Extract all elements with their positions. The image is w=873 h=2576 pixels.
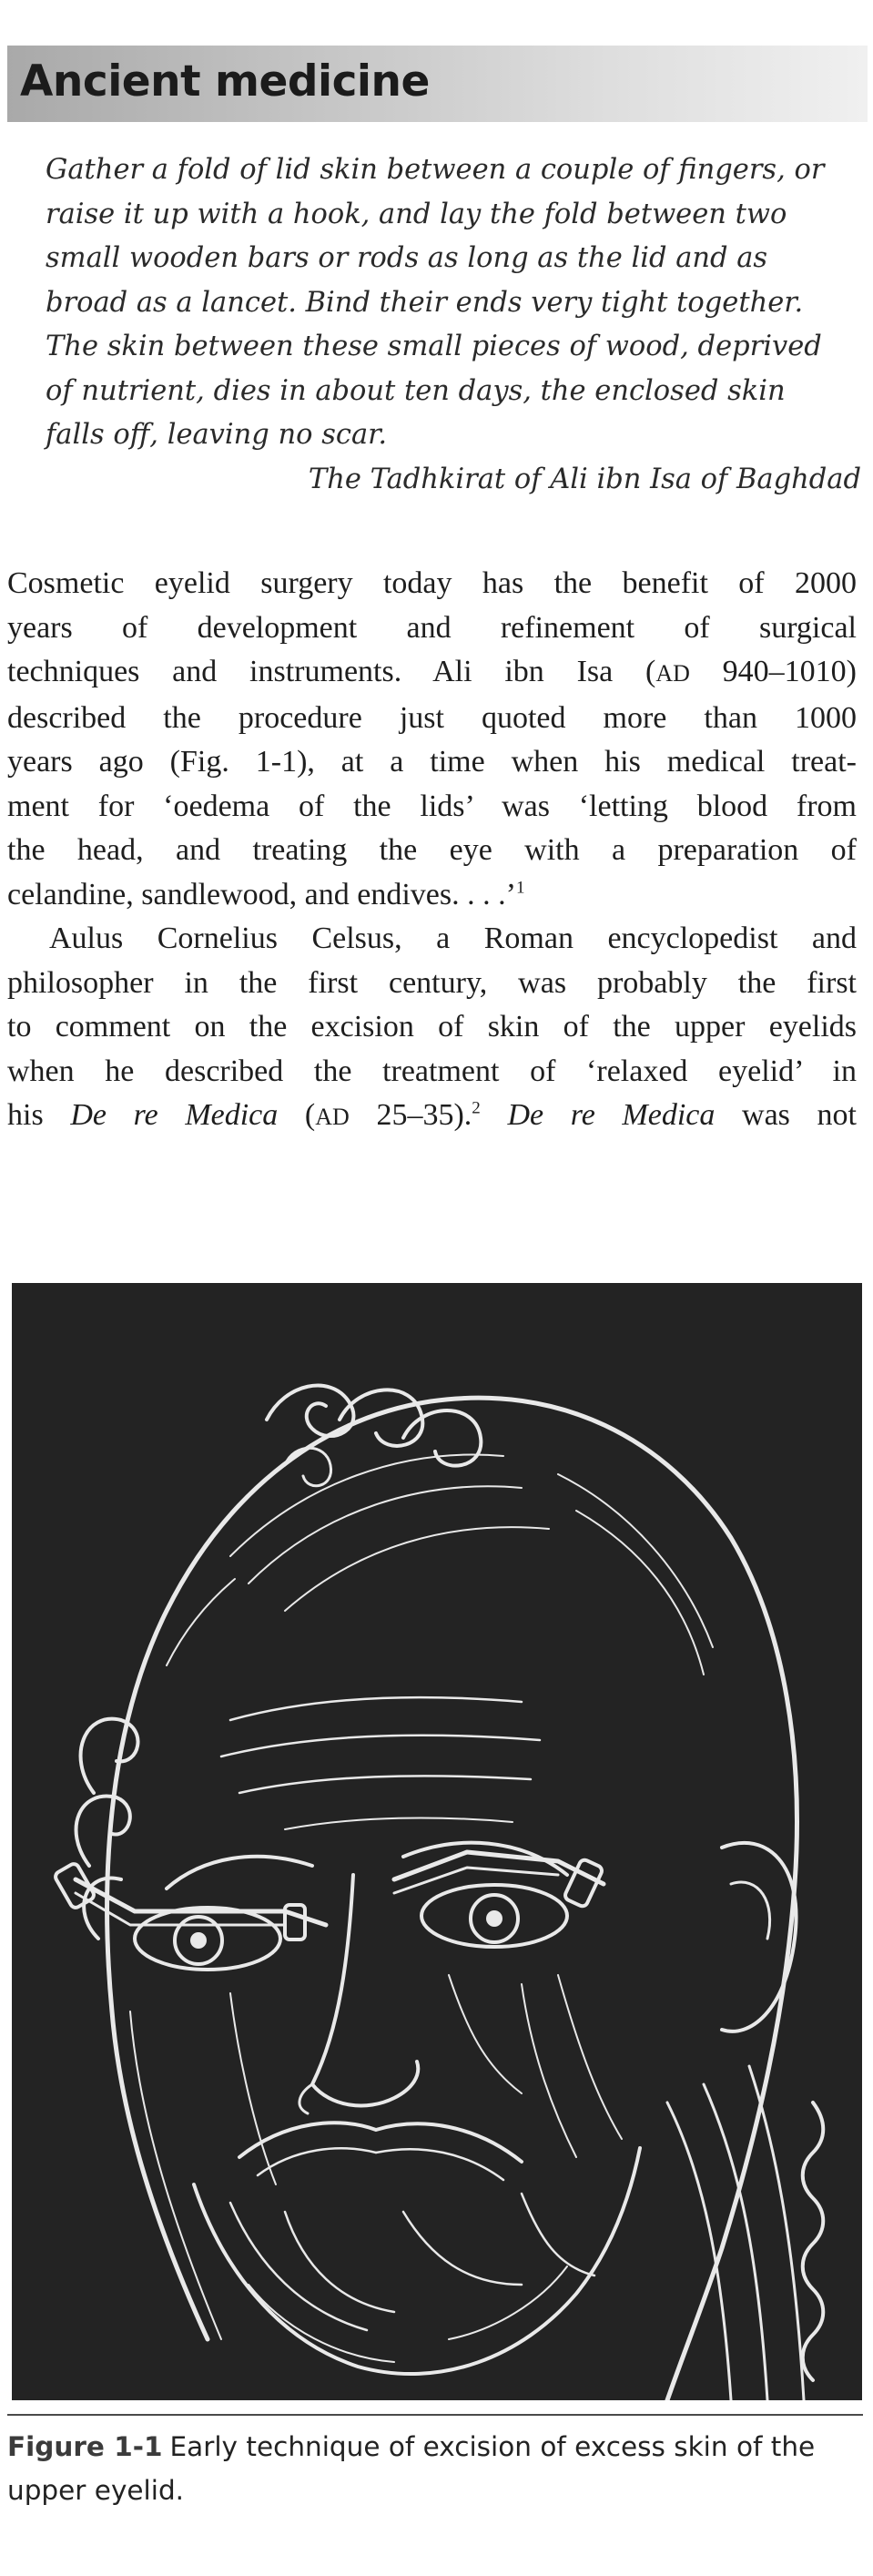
epigraph-line: raise it up with a hook, and lay the fold between two [46,198,787,230]
epigraph-line: The skin between these small pieces of wood, deprived [46,331,822,362]
figure-caption [7,2414,863,2512]
engraved-head-illustration [12,1283,862,2400]
body-line: to comment on the excision of skin of the upper eyelids [7,1010,857,1044]
epigraph-line: Gather a fold of lid skin between a couple of fingers, or [46,154,825,186]
body-line: when he described the treatment of ‘relaxed eyelid’ in [7,1054,857,1088]
epigraph-line: broad as a lancet. Bind their ends very tight together. [46,286,804,319]
body-line: his De re Medica (AD 25–35).$^2$ De re Medica was not [7,1098,858,1132]
reference-superscript: 2 [472,1098,481,1118]
book-title: De re Medica [70,1098,279,1132]
section-title: Ancient medicine [20,56,430,107]
epigraph-line: falls off, leaving no scar. [46,419,388,451]
body-line: described the procedure just quoted more than 1000 [7,700,857,735]
body-line: philosopher in the first century, was probably the first [7,965,857,1000]
body-line: the head, and treating the eye with a preparation of [7,833,857,867]
figure-illustration [12,1283,862,2400]
body-line: Cosmetic eyelid surgery today has the benefit of 2000 [7,566,857,600]
body-line: Aulus Cornelius Celsus, a Roman encyclopedist and [49,921,857,955]
reference-superscript: 1 [515,878,525,898]
epigraph-line: small wooden bars or rods as long as the lid and as [46,242,768,274]
section-heading-bar [7,46,868,122]
era-abbrev: AD [315,1104,350,1130]
body-line: years ago (Fig. 1-1), at a time when his medical treat- [7,745,857,779]
epigraph-source: The Tadhkirat of Ali ibn Isa of Baghdad [308,463,861,495]
body-line: techniques and instruments. Ali ibn Isa (AD 940–1010) [7,655,857,688]
book-title: De re Medica [507,1098,716,1132]
body-line: ment for ‘oedema of the lids’ was ‘letting blood from [7,789,857,823]
epigraph-line: of nutrient, dies in about ten days, the enclosed skin [46,374,786,407]
figure-number: Figure 1-1 [7,2431,163,2462]
body-text [7,562,857,1140]
figure-caption-text: Early technique of excision of excess skin of the upper eyelid. [7,2431,816,2506]
epigraph-quote [46,148,861,502]
body-line: celandine, sandlewood, and endives. . . .’$^1$ [7,877,525,911]
body-line: years of development and refinement of surgical [7,610,857,645]
era-abbrev: AD [655,660,690,687]
